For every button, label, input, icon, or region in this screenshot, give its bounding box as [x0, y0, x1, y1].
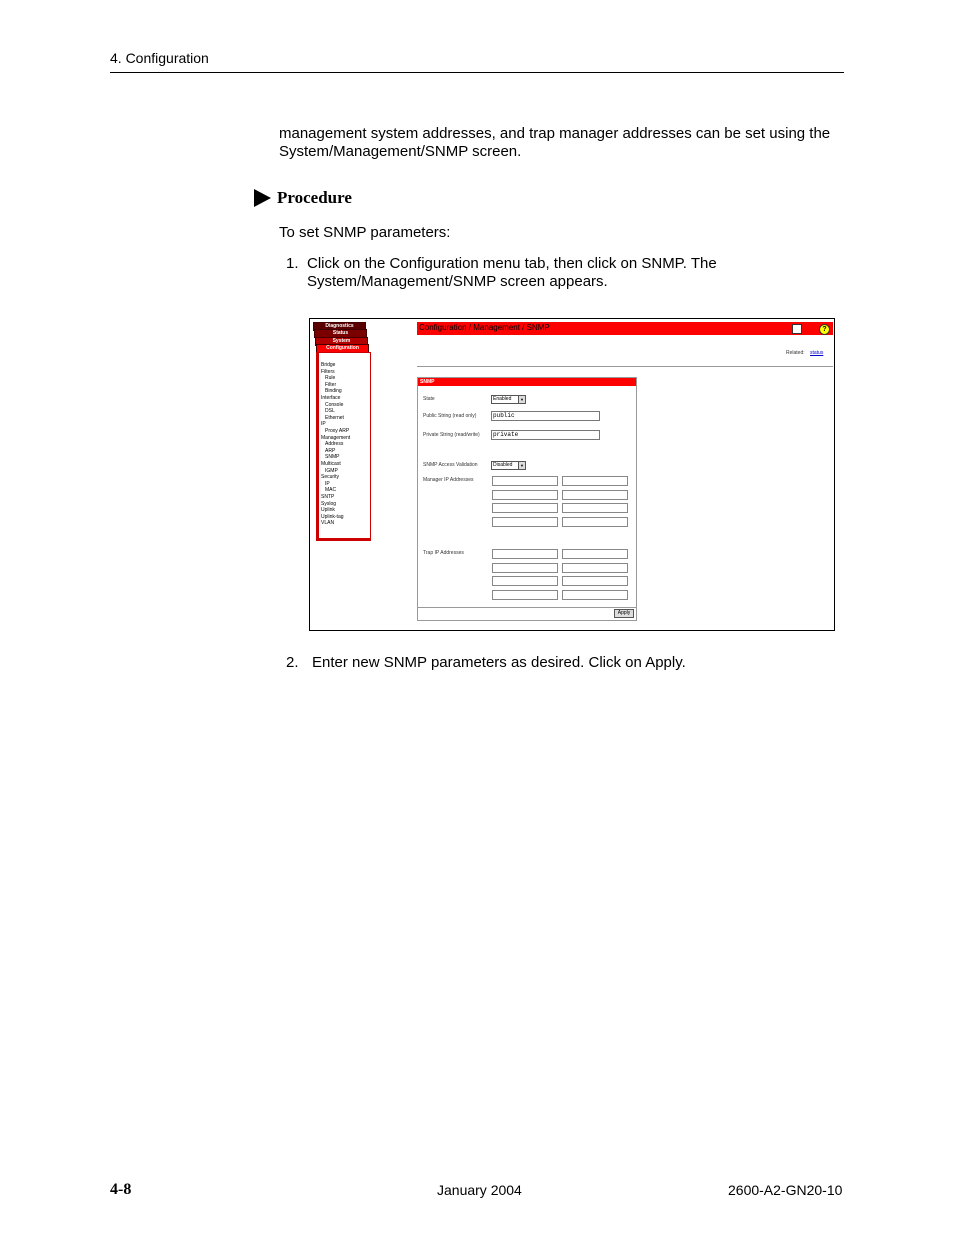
- nav-item: Filters: [321, 368, 335, 375]
- manager-ip-label: Manager IP Addresses: [423, 477, 474, 483]
- state-select[interactable]: [491, 395, 526, 404]
- panel-title: SNMP: [418, 378, 636, 386]
- manager-ip-input[interactable]: [562, 476, 628, 486]
- nav-item[interactable]: MAC: [325, 487, 337, 494]
- nav-item[interactable]: SNTP: [321, 494, 335, 500]
- trap-ip-label: Trap IP Addresses: [423, 550, 464, 556]
- manager-ip-input[interactable]: [492, 490, 558, 500]
- step-2-text: Enter new SNMP parameters as desired. Click on Apply.: [312, 654, 686, 671]
- tab-configuration[interactable]: Configuration: [316, 344, 369, 353]
- tab-system[interactable]: System: [315, 337, 368, 346]
- nav-item[interactable]: Address: [325, 441, 344, 448]
- nav-item: IP: [321, 421, 326, 428]
- nav-column: [316, 352, 371, 541]
- chevron-down-icon: ▼: [518, 462, 525, 469]
- related-status-link[interactable]: status: [810, 350, 824, 356]
- nav-item[interactable]: Bridge: [321, 362, 336, 368]
- public-string-label: Public String (read only): [423, 413, 477, 419]
- save-icon[interactable]: [792, 324, 802, 334]
- nav-item[interactable]: Filter: [325, 381, 337, 388]
- step-2-number: 2.: [286, 654, 299, 671]
- state-label: State: [423, 396, 435, 402]
- title-bar: [417, 322, 833, 335]
- nav-item[interactable]: Syslog: [321, 500, 337, 507]
- trap-ip-input[interactable]: [492, 549, 558, 559]
- nav-item[interactable]: SNMP: [325, 454, 340, 461]
- state-value: Enabled: [493, 396, 512, 402]
- procedure-heading: [254, 188, 352, 208]
- nav-item[interactable]: Uplink: [321, 507, 335, 514]
- public-string-input[interactable]: public: [491, 411, 600, 421]
- manager-ip-input[interactable]: [492, 517, 558, 527]
- page-number: 4-8: [110, 1181, 132, 1198]
- trap-ip-input[interactable]: [562, 549, 628, 559]
- nav-item[interactable]: Proxy ARP: [325, 428, 350, 434]
- trap-ip-input[interactable]: [562, 563, 628, 573]
- nav-item[interactable]: Console: [325, 401, 344, 408]
- running-header: 4. Configuration: [110, 50, 209, 66]
- manager-ip-input[interactable]: [492, 503, 558, 513]
- access-validation-select[interactable]: [491, 461, 526, 470]
- trap-ip-input[interactable]: [492, 563, 558, 573]
- panel-divider: [418, 607, 636, 608]
- nav-item[interactable]: Binding: [325, 388, 342, 395]
- screenshot-figure: [309, 318, 835, 631]
- nav-item[interactable]: IGMP: [325, 467, 338, 474]
- trap-ip-input[interactable]: [562, 576, 628, 586]
- intro-paragraph: management system addresses, and trap manager addresses can be set using the System/Management/SNMP screen.: [279, 125, 831, 160]
- tab-status[interactable]: Status: [314, 329, 367, 338]
- nav-item[interactable]: VLAN: [321, 520, 335, 527]
- procedure-heading-text: Procedure: [277, 188, 352, 207]
- manager-ip-input[interactable]: [562, 503, 628, 513]
- nav-item[interactable]: Ethernet: [325, 414, 344, 421]
- title-divider: [417, 366, 833, 367]
- header-rule: [110, 72, 844, 73]
- nav-item: Security: [321, 474, 340, 481]
- trap-ip-input[interactable]: [492, 590, 558, 600]
- trap-ip-input[interactable]: [492, 576, 558, 586]
- manager-ip-input[interactable]: [492, 476, 558, 486]
- help-icon[interactable]: ?: [819, 324, 830, 335]
- triangle-bullet-icon: [254, 189, 271, 207]
- access-validation-value: Disabled: [493, 462, 513, 468]
- nav-item[interactable]: IP: [325, 480, 330, 487]
- nav-item[interactable]: Rule: [325, 375, 336, 382]
- nav-item: Multicast: [321, 461, 341, 467]
- trap-ip-input[interactable]: [562, 590, 628, 600]
- nav-item[interactable]: ARP: [325, 447, 336, 454]
- procedure-lead: To set SNMP parameters:: [279, 224, 451, 241]
- access-validation-label: SNMP Access Validation: [423, 462, 478, 468]
- nav-item: Interface: [321, 395, 341, 401]
- private-string-label: Private String (read/write): [423, 432, 480, 438]
- footer-date: January 2004: [437, 1182, 522, 1198]
- related-label: Related:: [786, 350, 805, 356]
- chevron-down-icon: ▼: [518, 396, 525, 403]
- manager-ip-input[interactable]: [562, 517, 628, 527]
- snmp-panel: [417, 377, 637, 621]
- tab-diagnostics[interactable]: Diagnostics: [313, 322, 366, 331]
- footer-doc-id: 2600-A2-GN20-10: [728, 1182, 843, 1198]
- nav-item[interactable]: DSL: [325, 408, 335, 415]
- apply-button[interactable]: Apply: [614, 609, 634, 618]
- manager-ip-input[interactable]: [562, 490, 628, 500]
- nav-item[interactable]: Uplink-tag: [321, 513, 344, 520]
- step-1-text: Click on the Configuration menu tab, then click on SNMP. The System/Management/SNMP screen appears.: [307, 255, 717, 290]
- nav-item: Management: [321, 434, 351, 441]
- private-string-input[interactable]: private: [491, 430, 600, 440]
- step-1-number: 1.: [286, 255, 299, 272]
- screen-title: Configuration / Management / SNMP: [419, 323, 550, 332]
